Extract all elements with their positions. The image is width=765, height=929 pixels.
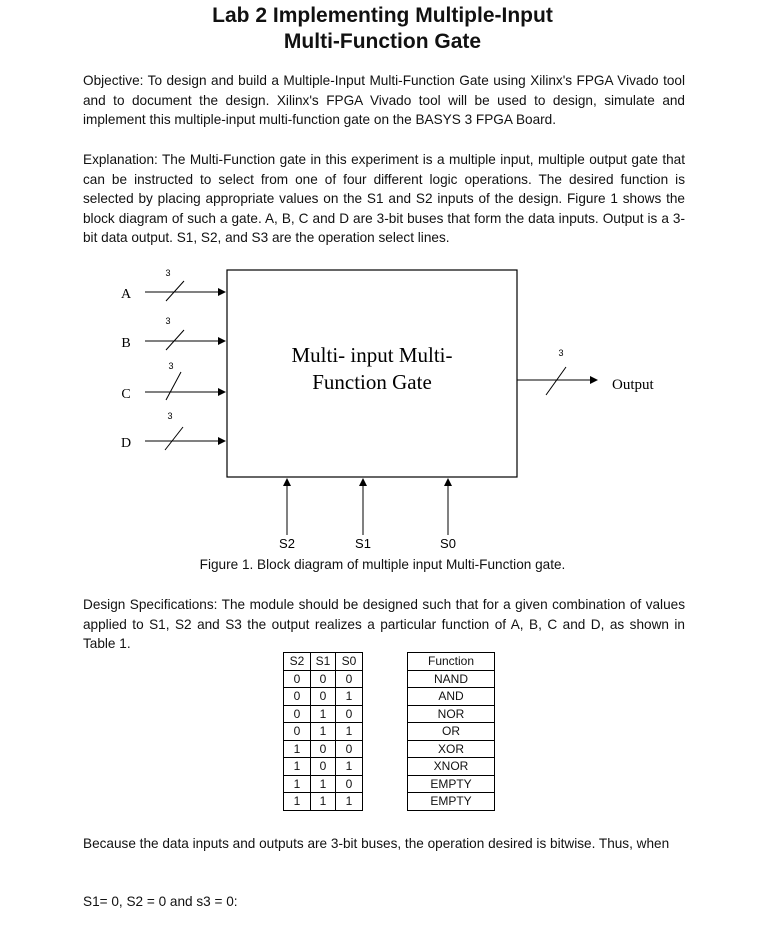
table-spacer bbox=[363, 705, 408, 723]
cell-s1: 1 bbox=[311, 793, 336, 811]
input-d bbox=[121, 411, 225, 451]
title-line-1: Lab 2 Implementing Multiple-Input bbox=[212, 4, 553, 27]
input-d-label: D bbox=[120, 436, 132, 451]
input-c-label: C bbox=[121, 387, 131, 402]
cell-s0: 1 bbox=[336, 688, 363, 706]
header-s2: S2 bbox=[284, 653, 311, 671]
figure-caption: Figure 1. Block diagram of multiple input Multi-Function gate. bbox=[199, 557, 566, 572]
cell-s1: 1 bbox=[311, 705, 336, 723]
table-spacer bbox=[363, 758, 408, 776]
cell-s2: 0 bbox=[284, 688, 311, 706]
table-spacer bbox=[363, 670, 408, 688]
select-s2 bbox=[279, 479, 295, 551]
explanation-paragraph: Explanation: The Multi-Function gate in this experiment is a multiple input, multiple output gate that can be instructed to select from one of four different logic operations. The desired function is selected by placing appropriate values on the S1 and S2 inputs of the design. Figure 1 shows the block diagram of such a gate. A, B, C and D are 3-bit buses that form the data inputs. Output is a 3-bit data output. S1, S2, and S3 are the operation select lines. bbox=[83, 152, 685, 245]
input-b bbox=[121, 316, 225, 351]
input-b-width: 3 bbox=[165, 316, 171, 326]
input-a-width: 3 bbox=[165, 268, 171, 278]
select-s0-label: S0 bbox=[440, 536, 456, 551]
select-s1 bbox=[355, 479, 371, 551]
function-table bbox=[283, 652, 495, 811]
table-spacer bbox=[363, 723, 408, 741]
cell-s1: 0 bbox=[311, 688, 336, 706]
table-row bbox=[284, 670, 495, 688]
cell-s2: 1 bbox=[284, 793, 311, 811]
input-c bbox=[121, 361, 225, 402]
header-s1: S1 bbox=[311, 653, 336, 671]
cell-s1: 0 bbox=[311, 758, 336, 776]
input-c-width: 3 bbox=[168, 361, 174, 371]
table-spacer bbox=[363, 740, 408, 758]
input-a-label: A bbox=[120, 287, 132, 302]
cell-s0: 1 bbox=[336, 793, 363, 811]
cell-s2: 0 bbox=[284, 723, 311, 741]
cell-s0: 1 bbox=[336, 758, 363, 776]
cell-s0: 0 bbox=[336, 775, 363, 793]
input-a bbox=[121, 268, 225, 302]
cell-function: EMPTY bbox=[408, 793, 495, 811]
objective-paragraph: Objective: To design and build a Multiple-Input Multi-Function Gate using Xilinx's FPGA Vivado tool and to document the design. Xilinx's FPGA Vivado tool will be used to design, simulate and implement this multiple-input multi-function gate on the BASYS 3 FPGA Board. bbox=[83, 73, 685, 127]
design-specs-paragraph: Design Specifications: The module should be designed such that for a given combination of values applied to S1, S2 and S3 the output realizes a particular function of A, B, C and D, as shown in Table 1. bbox=[83, 597, 685, 651]
cell-s2: 1 bbox=[284, 758, 311, 776]
header-s0: S0 bbox=[336, 653, 363, 671]
cell-function: EMPTY bbox=[408, 775, 495, 793]
input-b-label: B bbox=[121, 336, 131, 351]
table-header-row bbox=[284, 653, 495, 671]
input-d-width: 3 bbox=[167, 411, 173, 421]
table-row bbox=[284, 758, 495, 776]
cell-s2: 0 bbox=[284, 705, 311, 723]
cell-s1: 1 bbox=[311, 775, 336, 793]
gate-label-line-2: Function Gate bbox=[312, 370, 432, 394]
table-spacer bbox=[363, 688, 408, 706]
table-row bbox=[284, 775, 495, 793]
table-spacer bbox=[363, 775, 408, 793]
cell-s0: 0 bbox=[336, 740, 363, 758]
cell-s1: 0 bbox=[311, 740, 336, 758]
cell-s1: 0 bbox=[311, 670, 336, 688]
table-spacer bbox=[363, 653, 408, 671]
cell-function: XNOR bbox=[408, 758, 495, 776]
bitwise-paragraph: Because the data inputs and outputs are 3-bit buses, the operation desired is bitwise. Thus, when bbox=[83, 836, 670, 851]
table-row bbox=[284, 740, 495, 758]
table-row bbox=[284, 723, 495, 741]
output-bus bbox=[517, 348, 655, 395]
cell-function: XOR bbox=[408, 740, 495, 758]
condition-line: S1= 0, S2 = 0 and s3 = 0: bbox=[83, 894, 238, 909]
output-label: Output bbox=[612, 377, 654, 393]
cell-s0: 0 bbox=[336, 705, 363, 723]
cell-s0: 1 bbox=[336, 723, 363, 741]
title-line-2: Multi-Function Gate bbox=[283, 30, 482, 53]
select-s2-label: S2 bbox=[279, 536, 295, 551]
output-width: 3 bbox=[558, 348, 564, 358]
cell-s1: 1 bbox=[311, 723, 336, 741]
cell-function: NAND bbox=[408, 670, 495, 688]
table-spacer bbox=[363, 793, 408, 811]
select-s1-label: S1 bbox=[355, 536, 371, 551]
table-row bbox=[284, 688, 495, 706]
cell-s0: 0 bbox=[336, 670, 363, 688]
gate-label-line-1: Multi- input Multi- bbox=[291, 343, 453, 367]
cell-s2: 1 bbox=[284, 740, 311, 758]
cell-function: AND bbox=[408, 688, 495, 706]
cell-function: OR bbox=[408, 723, 495, 741]
table-row bbox=[284, 705, 495, 723]
cell-s2: 1 bbox=[284, 775, 311, 793]
cell-s2: 0 bbox=[284, 670, 311, 688]
header-function: Function bbox=[408, 653, 495, 671]
select-s0 bbox=[440, 479, 456, 551]
table-row bbox=[284, 793, 495, 811]
cell-function: NOR bbox=[408, 705, 495, 723]
